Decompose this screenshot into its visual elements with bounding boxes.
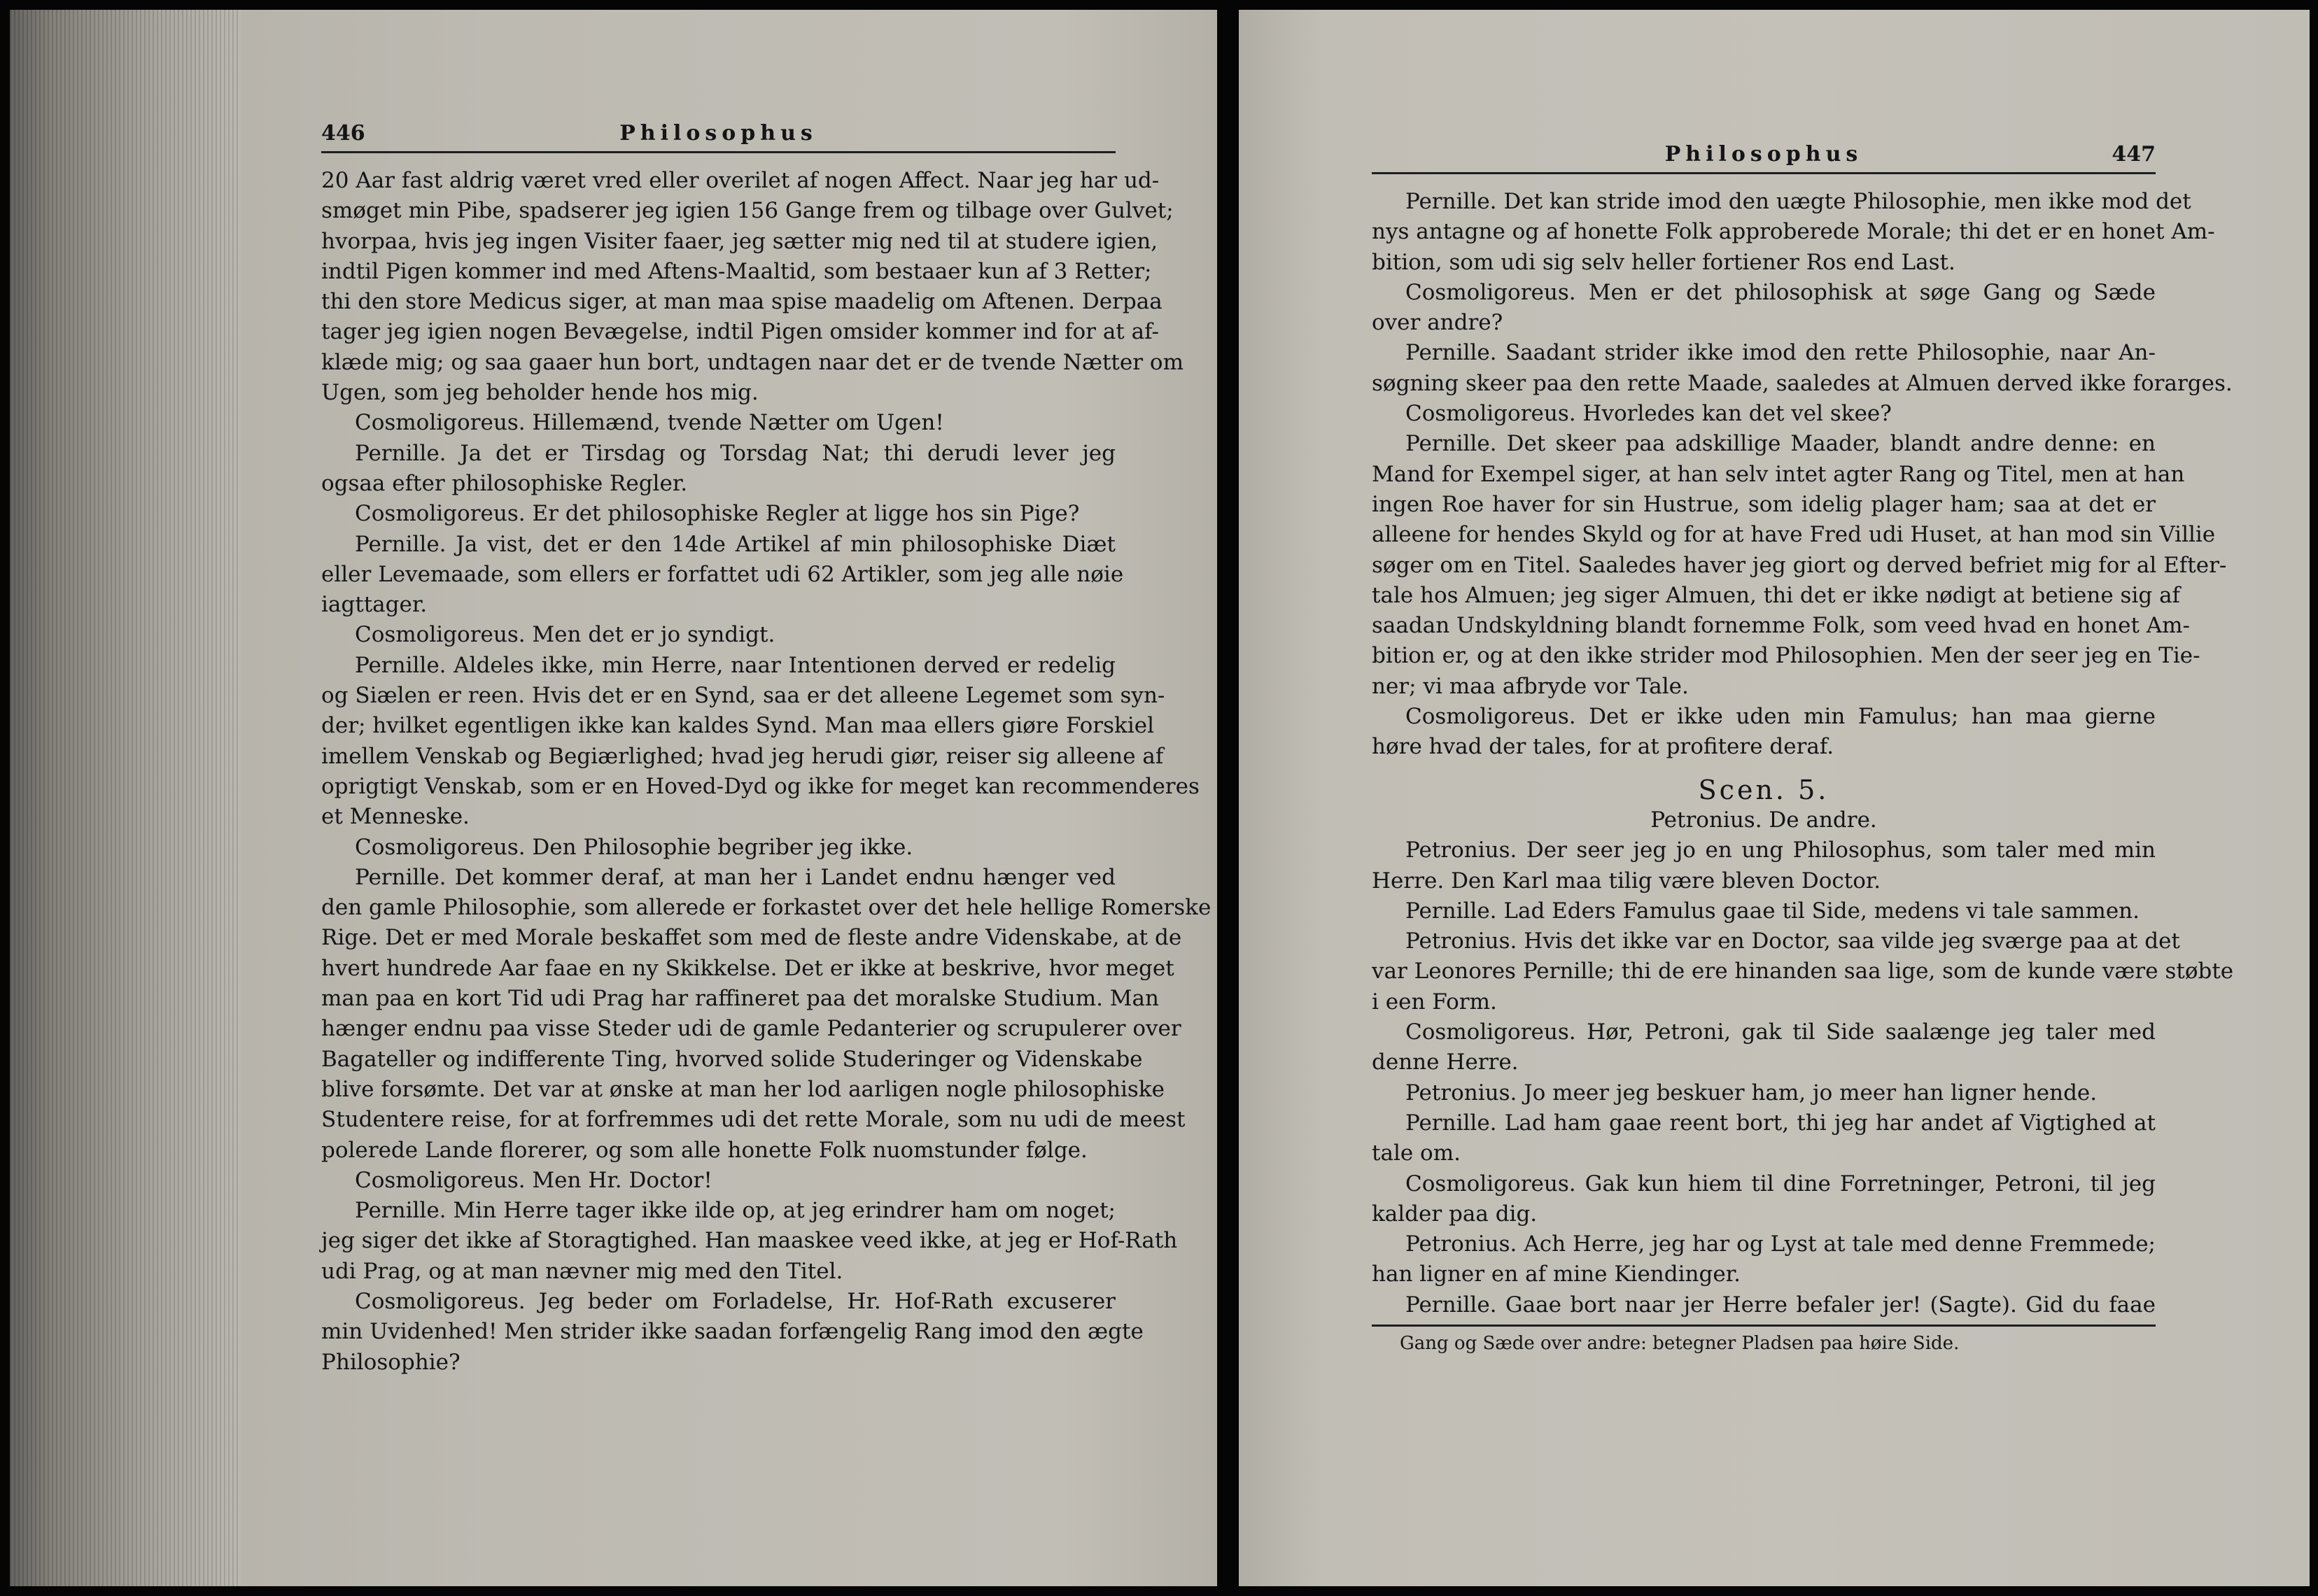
text-line: Cosmoligoreus. Den Philosophie begriber jeg ikke.	[355, 834, 913, 860]
text-line: Cosmoligoreus. Men Hr. Doctor!	[355, 1167, 712, 1193]
text-line: iagttager.	[321, 592, 428, 618]
text-line: Cosmoligoreus. Det er ikke uden min Famulus; han maa gierne	[1405, 704, 2156, 730]
text-line: der; hvilket egentligen ikke kan kaldes Synd. Man maa ellers giøre Forskiel	[321, 713, 1154, 739]
text-line: Herre. Den Karl maa tilig være bleven Doctor.	[1372, 868, 1881, 894]
text-line: Cosmoligoreus. Men er det philosophisk at søge Gang og Sæde	[1405, 279, 2156, 305]
text-line: denne Herre.	[1372, 1050, 1519, 1075]
text-line: Petronius. Ach Herre, jeg har og Lyst at tale med denne Fremmede;	[1405, 1231, 2156, 1257]
text-line: hænger endnu paa visse Steder udi de gamle Pedanterier og scrupulerer over	[321, 1016, 1181, 1042]
text-line: Scen. 5.	[1698, 774, 1829, 805]
text-line: min Uvidenhed! Men strider ikke saadan forfængelig Rang imod den ægte	[321, 1319, 1144, 1345]
text-line: polerede Lande florerer, og som alle honette Folk nuomstunder følge.	[321, 1137, 1088, 1163]
text-line: hvert hundrede Aar faae en ny Skikkelse. Det er ikke at beskrive, hvor meget	[321, 955, 1174, 981]
text-line: Pernille. Aldeles ikke, min Herre, naar Intentionen derved er redelig	[355, 652, 1116, 678]
text-line: Pernille. Gaae bort naar jer Herre befaler jer! (Sagte). Gid du faae	[1405, 1292, 2156, 1318]
left-text-block	[321, 108, 1211, 1378]
text-line: blive forsømte. Det var at ønske at man her lod aarligen nogle philosophiske	[321, 1076, 1165, 1102]
text-line: ingen Roe haver for sin Hustrue, som idelig plager ham; saa at det er	[1372, 491, 2156, 517]
left-body-text	[321, 166, 1211, 1378]
text-line: Ugen, som jeg beholder hende hos mig.	[321, 380, 759, 406]
text-line: Pernille. Ja vist, det er den 14de Artikel af min philosophiske Diæt	[355, 531, 1116, 557]
text-line: Mand for Exempel siger, at han selv intet agter Rang og Titel, men at han	[1372, 461, 2185, 487]
text-line: indtil Pigen kommer ind med Aftens-Maaltid, som bestaaer kun af 3 Retter;	[321, 258, 1152, 284]
text-line: Pernille. Det kommer deraf, at man her i Landet endnu hænger ved	[355, 864, 1116, 890]
text-line: tale om.	[1372, 1140, 1461, 1166]
text-line: smøget min Pibe, spadserer jeg igien 156 Gange frem og tilbage over Gulvet;	[321, 198, 1174, 224]
text-line: klæde mig; og saa gaaer hun bort, undtagen naar det er de tvende Nætter om	[321, 349, 1183, 375]
text-line: nys antagne og af honette Folk approberede Morale; thi det er en honet Am-	[1372, 219, 2215, 245]
text-line: bition, som udi sig selv heller fortiener Ros end Last.	[1372, 249, 1955, 275]
left-page	[10, 10, 1217, 1586]
right-body-text	[1372, 187, 2234, 1320]
text-line: Pernille. Det kan stride imod den uægte Philosophie, men ikke mod det	[1405, 189, 2191, 214]
text-line: høre hvad der tales, for at profitere deraf.	[1372, 734, 1834, 760]
right-page-number: 447	[2112, 142, 2156, 167]
right-running-title: Philosophus	[1664, 142, 1863, 167]
text-line: bition er, og at den ikke strider mod Philosophien. Men der seer jeg en Tie-	[1372, 643, 2200, 669]
text-line: tale hos Almuen; jeg siger Almuen, thi det er ikke nødigt at betiene sig af	[1372, 582, 2181, 608]
text-line: thi den store Medicus siger, at man maa spise maadelig om Aftenen. Derpaa	[321, 289, 1162, 315]
text-line: alleene for hendes Skyld og for at have Fred udi Huset, at han mod sin Villie	[1372, 522, 2216, 548]
text-line: Cosmoligoreus. Men det er jo syndigt.	[355, 622, 775, 648]
text-line: Pernille. Det skeer paa adskillige Maader, blandt andre denne: en	[1405, 431, 2156, 457]
text-line: Petronius. Hvis det ikke var en Doctor, saa vilde jeg sværge paa at det	[1405, 928, 2180, 954]
text-line: udi Prag, og at man nævner mig med den Titel.	[321, 1258, 843, 1284]
footnote: Gang og Sæde over andre: betegner Pladsen paa høire Side.	[1400, 1332, 1960, 1354]
right-text-block	[1372, 129, 2234, 1357]
text-line: Pernille. Lad ham gaae reent bort, thi jeg har andet af Vigtighed at	[1405, 1110, 2156, 1136]
text-line: Philosophie?	[321, 1349, 461, 1375]
text-line: Cosmoligoreus. Jeg beder om Forladelse, Hr. Hof-Rath excuserer	[355, 1288, 1116, 1314]
text-line: oprigtigt Venskab, som er en Hoved-Dyd og ikke for meget kan recommenderes	[321, 773, 1200, 799]
text-line: Cosmoligoreus. Hør, Petroni, gak til Side saalænge jeg taler med	[1405, 1019, 2156, 1045]
left-page-number: 446	[321, 121, 365, 146]
text-line: Rige. Det er med Morale beskaffet som med de fleste andre Videnskabe, at de	[321, 925, 1182, 951]
text-line: Petronius. Jo meer jeg beskuer ham, jo meer han ligner hende.	[1405, 1080, 2098, 1106]
text-line: og Siælen er reen. Hvis det er en Synd, saa er det alleene Legemet som syn-	[321, 683, 1165, 709]
text-line: søger om en Titel. Saaledes haver jeg giort og derved befriet mig for al Efter-	[1372, 552, 2227, 578]
text-line: imellem Venskab og Begiærlighed; hvad jeg herudi giør, reiser sig alleene af	[321, 743, 1164, 769]
text-line: Cosmoligoreus. Hillemænd, tvende Nætter om Ugen!	[355, 410, 944, 436]
left-running-title: Philosophus	[619, 121, 817, 146]
text-line: hvorpaa, hvis jeg ingen Visiter faaer, jeg sætter mig ned til at studere igien,	[321, 228, 1158, 254]
text-line: Bagateller og indifferente Ting, hvorved solide Studeringer og Videnskabe	[321, 1046, 1143, 1072]
text-line: man paa en kort Tid udi Prag har raffineret paa det moralske Studium. Man	[321, 986, 1159, 1012]
text-line: Pernille. Ja det er Tirsdag og Torsdag Nat; thi derudi lever jeg	[355, 440, 1116, 466]
text-line: var Leonores Pernille; thi de ere hinanden saa lige, som de kunde være støbte	[1372, 959, 2234, 984]
right-page	[1239, 10, 2310, 1586]
text-line: eller Levemaade, som ellers er forfattet udi 62 Artikler, som jeg alle nøie	[321, 561, 1124, 587]
text-line: Studentere reise, for at forfremmes udi det rette Morale, som nu udi de meest	[321, 1107, 1186, 1133]
text-line: Cosmoligoreus. Er det philosophiske Regler at ligge hos sin Pige?	[355, 501, 1080, 527]
text-line: Petronius. Der seer jeg jo en ung Philosophus, som taler med min	[1405, 838, 2156, 863]
text-line: han ligner en af mine Kiendinger.	[1372, 1262, 1741, 1287]
text-line: søgning skeer paa den rette Maade, saaledes at Almuen derved ikke forarges.	[1372, 370, 2233, 396]
left-running-header	[321, 108, 1116, 153]
text-line: Cosmoligoreus. Gak kun hiem til dine Forretninger, Petroni, til jeg	[1405, 1171, 2156, 1196]
text-line: den gamle Philosophie, som allerede er forkastet over det hele hellige Romerske	[321, 895, 1211, 921]
text-line: Cosmoligoreus. Hvorledes kan det vel skee?	[1405, 401, 1892, 427]
text-line: kalder paa dig.	[1372, 1201, 1538, 1227]
right-running-header	[1372, 129, 2156, 174]
text-line: tager jeg igien nogen Bevægelse, indtil Pigen omsider kommer ind for at af-	[321, 319, 1159, 345]
text-line: 20 Aar fast aldrig været vred eller overilet af nogen Affect. Naar jeg har ud-	[321, 168, 1160, 193]
text-line: jeg siger det ikke af Storagtighed. Han maaskee veed ikke, at jeg er Hof-Rath	[321, 1228, 1178, 1254]
footnote-rule	[1372, 1325, 2156, 1327]
text-line: over andre?	[1372, 310, 1503, 336]
text-line: ogsaa efter philosophiske Regler.	[321, 470, 688, 496]
text-line: Pernille. Saadant strider ikke imod den rette Philosophie, naar An-	[1405, 340, 2156, 366]
text-line: i een Form.	[1372, 989, 1497, 1015]
text-line: Pernille. Min Herre tager ikke ilde op, at jeg erindrer ham om noget;	[355, 1198, 1116, 1224]
text-line: saadan Undskyldning blandt fornemme Folk, som veed hvad en honet Am-	[1372, 613, 2191, 639]
text-line: et Menneske.	[321, 804, 470, 830]
page-edge-shading	[10, 10, 241, 1586]
text-line: Pernille. Lad Eders Famulus gaae til Side, medens vi tale sammen.	[1405, 898, 2140, 924]
text-line: Petronius. De andre.	[1650, 807, 1877, 833]
text-line: ner; vi maa afbryde vor Tale.	[1372, 673, 1689, 699]
